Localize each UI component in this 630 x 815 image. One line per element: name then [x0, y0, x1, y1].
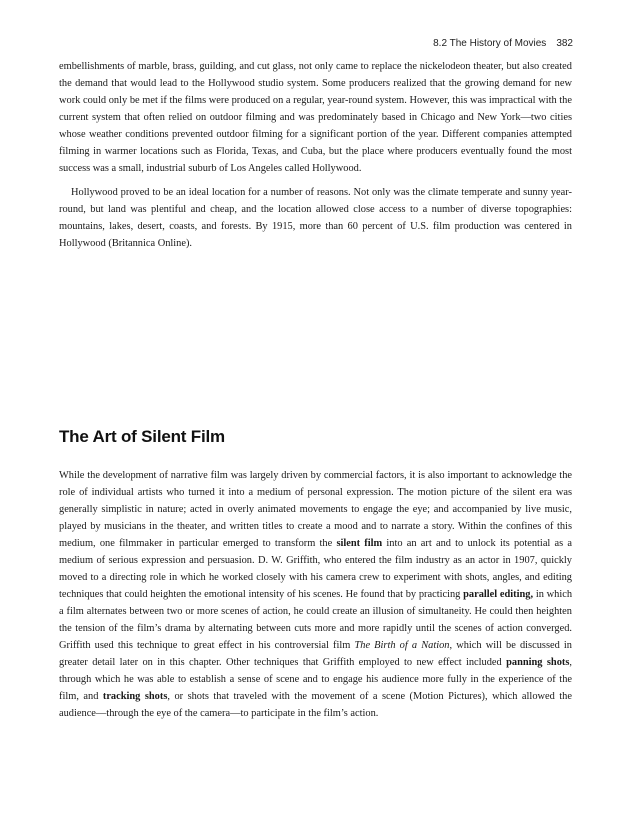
- text-run: into an art and to unlock its potential as a medium of serious expression and persuasion. D. W. Griffith, who entered the film industry as an actor in 1907, quickly moved to a directing role in which he worked closely with his camera crew to experiment with shots, angles, and editing techniques that could heighten the emotional intensity of his scenes. He found that by practicing: [59, 538, 573, 600]
- key-term-silent-film: silent film: [336, 538, 383, 549]
- key-term-panning-shots: panning shots: [506, 657, 570, 668]
- paragraph-studio-system: embellishments of marble, brass, guilding, and cut glass, not only came to replace the nickelodeon theater, but also created the demand that would lead to the Hollywood studio system. Some producers realized that the growing demand for new work could only be met if the films were produced on a regular, year-round system. However, this was impractical with the current system that often relied on outdoor filming and was predominately based in Chicago and New York—two cities whose weather conditions prevented outdoor filming for a significant portion of the year. Different companies attempted filming in warmer locations such as Florida, Texas, and Cuba, but the place where producers eventually found the most success was a small, industrial suburb of Los Angeles called Hollywood.: [59, 61, 572, 174]
- header-page-number: 382: [556, 38, 573, 49]
- running-header: [433, 38, 573, 49]
- text-run: , through which he was able to establish a sense of scene and to engage his audience more fully in the experience of the film, and: [59, 657, 572, 702]
- text-run: While the development of narrative film was largely driven by commercial factors, it is also important to acknowledge the role of individual artists who turned it into a medium of personal expression. The motion picture of the silent era was generally simplistic in nature; acted in overly animated movements to engage the eye; and accompanied by live music, played by musicians in the theater, and written titles to create a mood and to narrate a story. Within the confines of this medium, one filmmaker in particular emerged to transform the: [59, 470, 572, 549]
- section-heading: The Art of Silent Film: [59, 427, 225, 446]
- header-section-title: 8.2 The History of Movies: [433, 38, 547, 49]
- text-run: , which will be discussed in greater detail later on in this chapter. Other techniques that Griffith employed to new effect included: [59, 640, 573, 668]
- film-title: The Birth of a Nation: [354, 640, 450, 651]
- paragraph-silent-film: [59, 467, 572, 722]
- paragraph-hollywood: Hollywood proved to be an ideal location for a number of reasons. Not only was the climate temperate and sunny year-round, but land was plentiful and cheap, and the location allowed close access to a number of diverse topographies: mountains, lakes, desert, coasts, and forests. By 1915, more than 60 percent of U.S. film production was centered in Hollywood (Britannica Online).: [59, 187, 572, 249]
- key-term-tracking-shots: tracking shots: [102, 691, 168, 702]
- text-run: , or shots that traveled with the movement of a scene (Motion Pictures), which allowed the audience—through the eye of the camera—to participate in the film’s action.: [59, 691, 572, 719]
- key-term-parallel-editing: parallel editing,: [463, 589, 534, 600]
- text-run: in which a film alternates between two or more scenes of action, he could create an illusion of simultaneity. He could then heighten the tension of the film’s drama by alternating between cuts more and more rapidly until the scenes of action converged. Griffith used this technique to great effect in his controversial film: [59, 589, 573, 651]
